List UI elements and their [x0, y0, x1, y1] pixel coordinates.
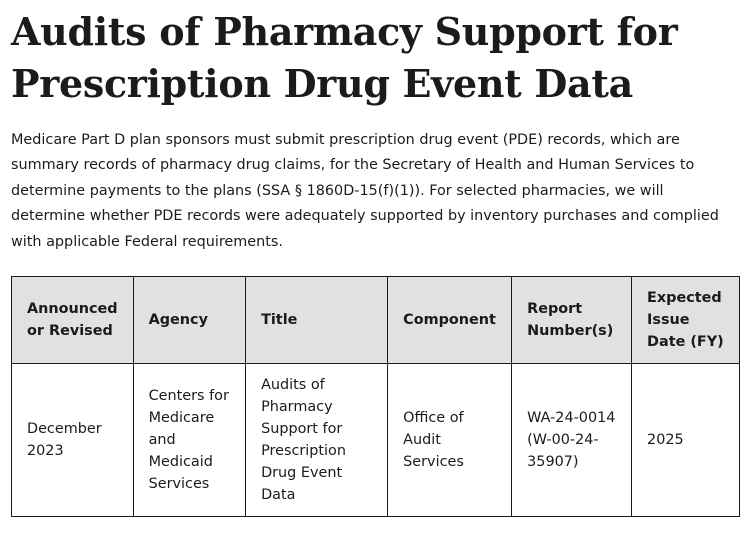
table-row — [12, 364, 740, 517]
page-title: Audits of Pharmacy Support for Prescription Drug Event Data — [11, 9, 678, 106]
table-header — [12, 277, 740, 364]
audit-table — [11, 276, 740, 517]
intro-paragraph: Medicare Part D plan sponsors must submit prescription drug event (PDE) records, which are summary records of pharmacy drug claims, for the Secretary of Health and Human Services to determine payments to the plans (SSA § 1860D-15(f)(1)). For selected pharmacies, we will determine whether PDE records were adequately supported by inventory purchases and complied with applicable Federal requirements. — [11, 132, 719, 250]
header-report-numbers: Report Number(s) — [512, 277, 632, 364]
page-content — [11, 0, 740, 503]
cell-expected-issue: 2025 — [632, 364, 740, 517]
table-header-row — [12, 277, 740, 364]
cell-report-numbers: WA-24-0014 (W-00-24-35907) — [512, 364, 632, 517]
cell-component: Office of Audit Services — [388, 364, 512, 517]
cell-announced: December 2023 — [12, 364, 134, 517]
table-body — [12, 364, 740, 517]
cell-title: Audits of Pharmacy Support for Prescription Drug Event Data — [246, 364, 388, 517]
header-expected-issue: Expected Issue Date (FY) — [632, 277, 740, 364]
header-announced: Announced or Revised — [12, 277, 134, 364]
header-title: Title — [246, 277, 388, 364]
cell-agency: Centers for Medicare and Medicaid Services — [133, 364, 245, 517]
header-component: Component — [388, 277, 512, 364]
header-agency: Agency — [133, 277, 245, 364]
